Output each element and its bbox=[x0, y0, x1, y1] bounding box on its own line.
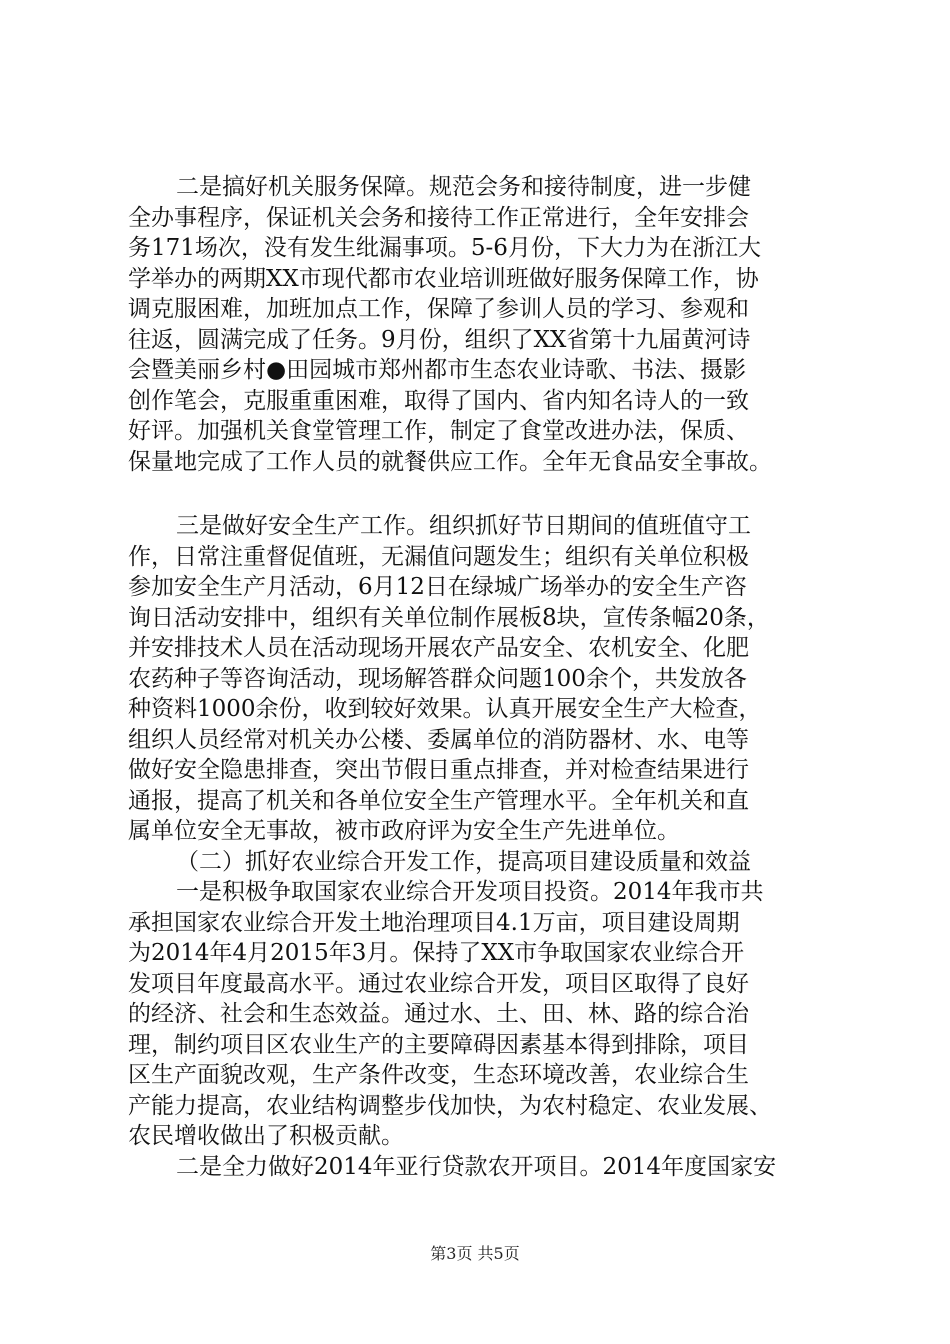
text-line: 调克服困难，加班加点工作，保障了参训人员的学习、参观和 bbox=[128, 296, 749, 322]
text-line: 产能力提高，农业结构调整步伐加快，为农村稳定、农业发展、 bbox=[128, 1092, 772, 1119]
text-line: 全办事程序，保证机关会务和接待工作正常进行，全年安排会 bbox=[128, 204, 749, 231]
text-line: 理，制约项目区农业生产的主要障碍因素基本得到排除，项目 bbox=[128, 1031, 749, 1058]
text-line: 为2014年4月2015年3月。保持了XX市争取国家农业综合开 bbox=[128, 940, 745, 966]
page-number-footer: 第3页 共5页 bbox=[430, 1244, 520, 1263]
text-line: 农民增收做出了积极贡献。 bbox=[128, 1123, 404, 1149]
text-line: 一是积极争取国家农业综合开发项目投资。2014年我市共 bbox=[176, 879, 764, 905]
text-line: 作，日常注重督促值班，无漏值问题发生；组织有关单位积极 bbox=[128, 543, 749, 570]
text-line: 学举办的两期XX市现代都市农业培训班做好服务保障工作，协 bbox=[128, 265, 759, 292]
text-line: 做好安全隐患排查，突出节假日重点排查，并对检查结果进行 bbox=[128, 757, 749, 783]
document-body bbox=[128, 172, 844, 1182]
text-line: 通报，提高了机关和各单位安全生产管理水平。全年机关和直 bbox=[128, 787, 749, 814]
text-line: 二是全力做好2014年亚行贷款农开项目。2014年度国家安 bbox=[176, 1153, 777, 1180]
text-line: 二是搞好机关服务保障。规范会务和接待制度，进一步健 bbox=[176, 174, 751, 200]
text-line: 的经济、社会和生态效益。通过水、土、田、林、路的综合治 bbox=[128, 1001, 749, 1027]
text-line: 创作笔会，克服重重困难，取得了国内、省内知名诗人的一致 bbox=[128, 387, 749, 414]
paragraph-safety-production bbox=[128, 511, 844, 847]
text-line: 农药种子等咨询活动，现场解答群众问题100余个，共发放各 bbox=[128, 665, 747, 692]
paragraph-agri-development-investment bbox=[128, 877, 844, 1152]
text-line: 区生产面貌改观，生产条件改变，生态环境改善，农业综合生 bbox=[128, 1062, 749, 1088]
text-line: 往返，圆满完成了任务。9月份，组织了XX省第十九届黄河诗 bbox=[128, 326, 751, 353]
text-line: 会暨美丽乡村●田园城市郑州都市生态农业诗歌、书法、摄影 bbox=[128, 357, 747, 383]
text-line: 好评。加强机关食堂管理工作，制定了食堂改进办法，保质、 bbox=[128, 418, 749, 444]
heading-text: （二）抓好农业综合开发工作，提高项目建设质量和效益 bbox=[176, 848, 751, 875]
text-line: 组织人员经常对机关办公楼、委属单位的消防器材、水、电等 bbox=[128, 726, 749, 753]
text-line: 属单位安全无事故，被市政府评为安全生产先进单位。 bbox=[128, 818, 680, 844]
paragraph-service-support bbox=[128, 172, 844, 477]
paragraph-adb-loan-project bbox=[128, 1152, 844, 1183]
text-line: 务171场次，没有发生纰漏事项。5-6月份，下大力为在浙江大 bbox=[128, 235, 761, 261]
text-line: 询日活动安排中，组织有关单位制作展板8块，宣传条幅20条， bbox=[128, 604, 770, 631]
section-heading bbox=[128, 847, 844, 878]
text-line: 三是做好安全生产工作。组织抓好节日期间的值班值守工 bbox=[176, 513, 751, 539]
text-line: 参加安全生产月活动，6月12日在绿城广场举办的安全生产咨 bbox=[128, 574, 747, 600]
text-line: 承担国家农业综合开发土地治理项目4.1万亩，项目建设周期 bbox=[128, 909, 740, 936]
text-line: 保量地完成了工作人员的就餐供应工作。全年无食品安全事故。 bbox=[128, 448, 772, 475]
text-line: 发项目年度最高水平。通过农业综合开发，项目区取得了良好 bbox=[128, 970, 749, 997]
text-line: 种资料1000余份，收到较好效果。认真开展安全生产大检查， bbox=[128, 696, 762, 722]
text-line: 并安排技术人员在活动现场开展农产品安全、农机安全、化肥 bbox=[128, 635, 749, 661]
